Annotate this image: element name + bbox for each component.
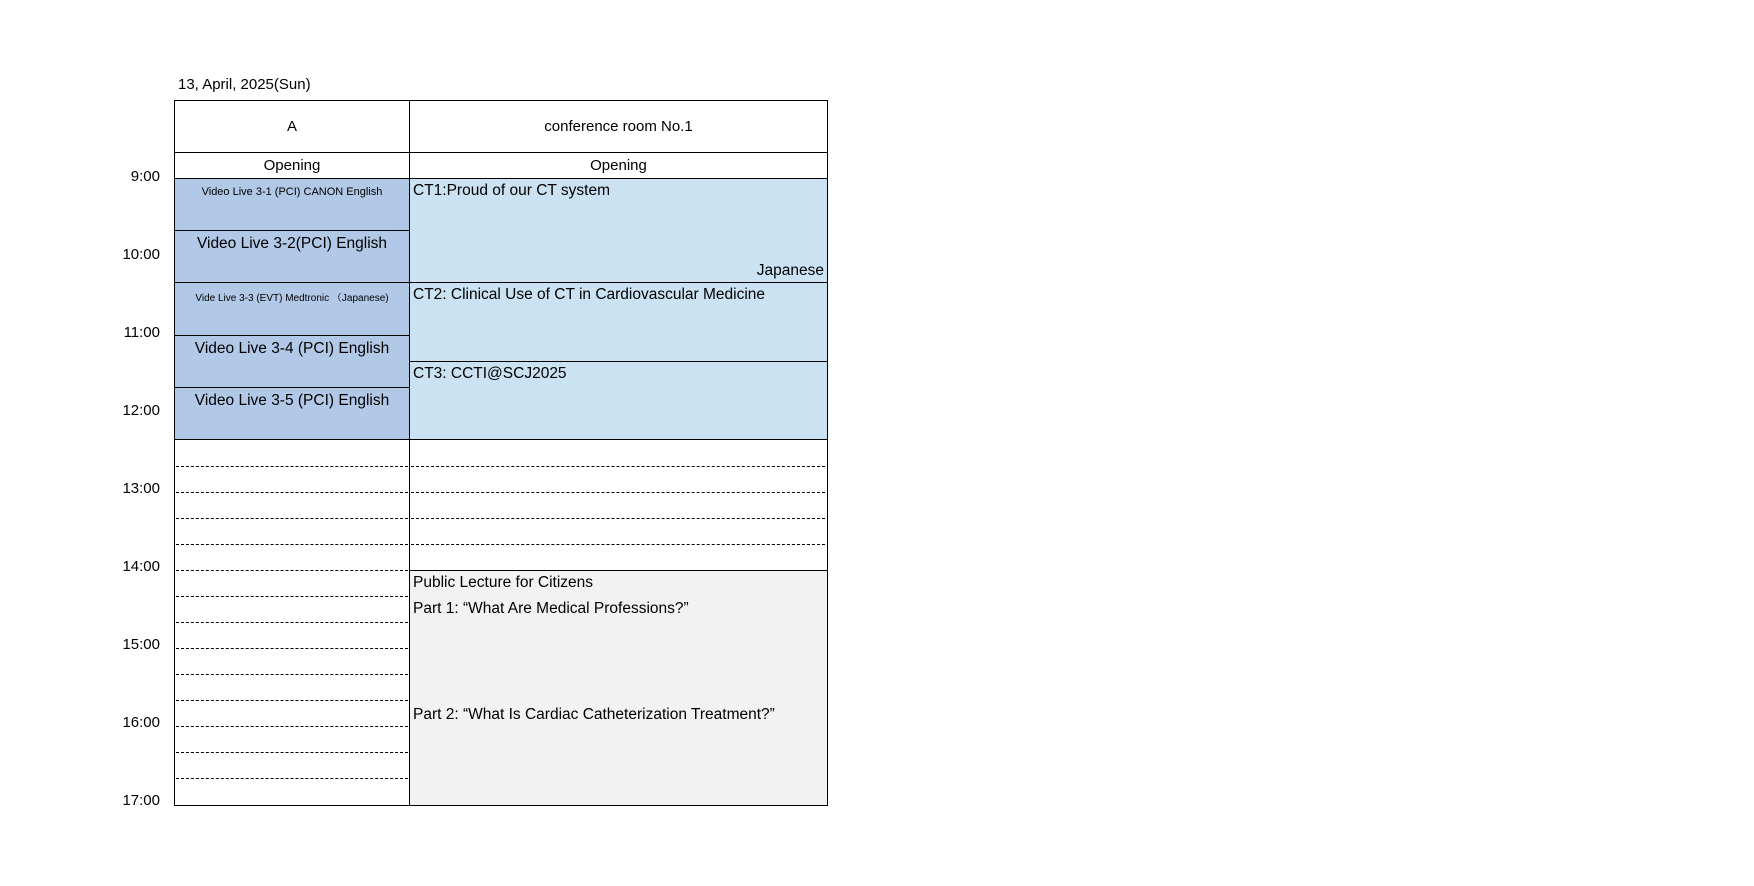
room-a-opening: Opening	[174, 152, 410, 179]
session-ct2	[409, 282, 828, 362]
slot-divider	[176, 596, 408, 597]
room-a-header: A	[174, 100, 410, 153]
public-lecture-part2: Part 2: “What Is Cardiac Catheterization Treatment?”	[413, 706, 775, 723]
slot-divider	[411, 492, 825, 493]
session-public-lecture	[409, 570, 828, 806]
slot-divider	[176, 648, 408, 649]
slot-divider	[176, 726, 408, 727]
grid-left-border	[174, 439, 175, 806]
slot-divider	[411, 466, 825, 467]
grid-right-border	[827, 439, 828, 571]
time-label: 12:00	[122, 402, 160, 419]
time-label: 13:00	[122, 480, 160, 497]
slot-divider	[176, 752, 408, 753]
public-lecture-title: Public Lecture for Citizens	[413, 574, 594, 591]
schedule-date: 13, April, 2025(Sun)	[178, 76, 311, 93]
session-video-live-3-3: Vide Live 3-3 (EVT) Medtronic （Japanese)	[174, 282, 410, 336]
public-lecture-part1: Part 1: “What Are Medical Professions?”	[413, 600, 689, 617]
session-ct1	[409, 178, 828, 283]
slot-divider	[176, 700, 408, 701]
room-b-header: conference room No.1	[409, 100, 828, 153]
slot-divider	[411, 544, 825, 545]
time-label: 9:00	[130, 168, 160, 185]
session-ct1-title: CT1:Proud of our CT system	[413, 182, 610, 199]
slot-divider	[176, 778, 408, 779]
slot-divider	[411, 518, 825, 519]
session-ct1-language: Japanese	[756, 262, 824, 279]
session-video-live-3-1: Video Live 3-1 (PCI) CANON English	[174, 178, 410, 231]
session-video-live-3-4: Video Live 3-4 (PCI) English	[174, 335, 410, 388]
time-label: 11:00	[123, 324, 160, 341]
time-label: 10:00	[122, 246, 160, 263]
time-label: 16:00	[122, 714, 160, 731]
slot-divider	[176, 544, 408, 545]
time-label: 17:00	[122, 792, 160, 809]
time-label: 15:00	[122, 636, 160, 653]
session-video-live-3-5: Video Live 3-5 (PCI) English	[174, 387, 410, 440]
slot-divider	[176, 492, 408, 493]
slot-divider	[176, 518, 408, 519]
slot-divider	[176, 570, 408, 571]
slot-divider	[176, 466, 408, 467]
time-label: 14:00	[122, 558, 160, 575]
session-ct2-title: CT2: Clinical Use of CT in Cardiovascular Medicine	[413, 286, 766, 303]
slot-divider	[176, 622, 408, 623]
session-ct3	[409, 361, 828, 440]
grid-bottom-border	[174, 805, 410, 806]
session-ct3-title: CT3: CCTI@SCJ2025	[413, 365, 567, 382]
room-b-opening: Opening	[409, 152, 828, 179]
session-video-live-3-2: Video Live 3-2(PCI) English	[174, 230, 410, 283]
slot-divider	[176, 674, 408, 675]
